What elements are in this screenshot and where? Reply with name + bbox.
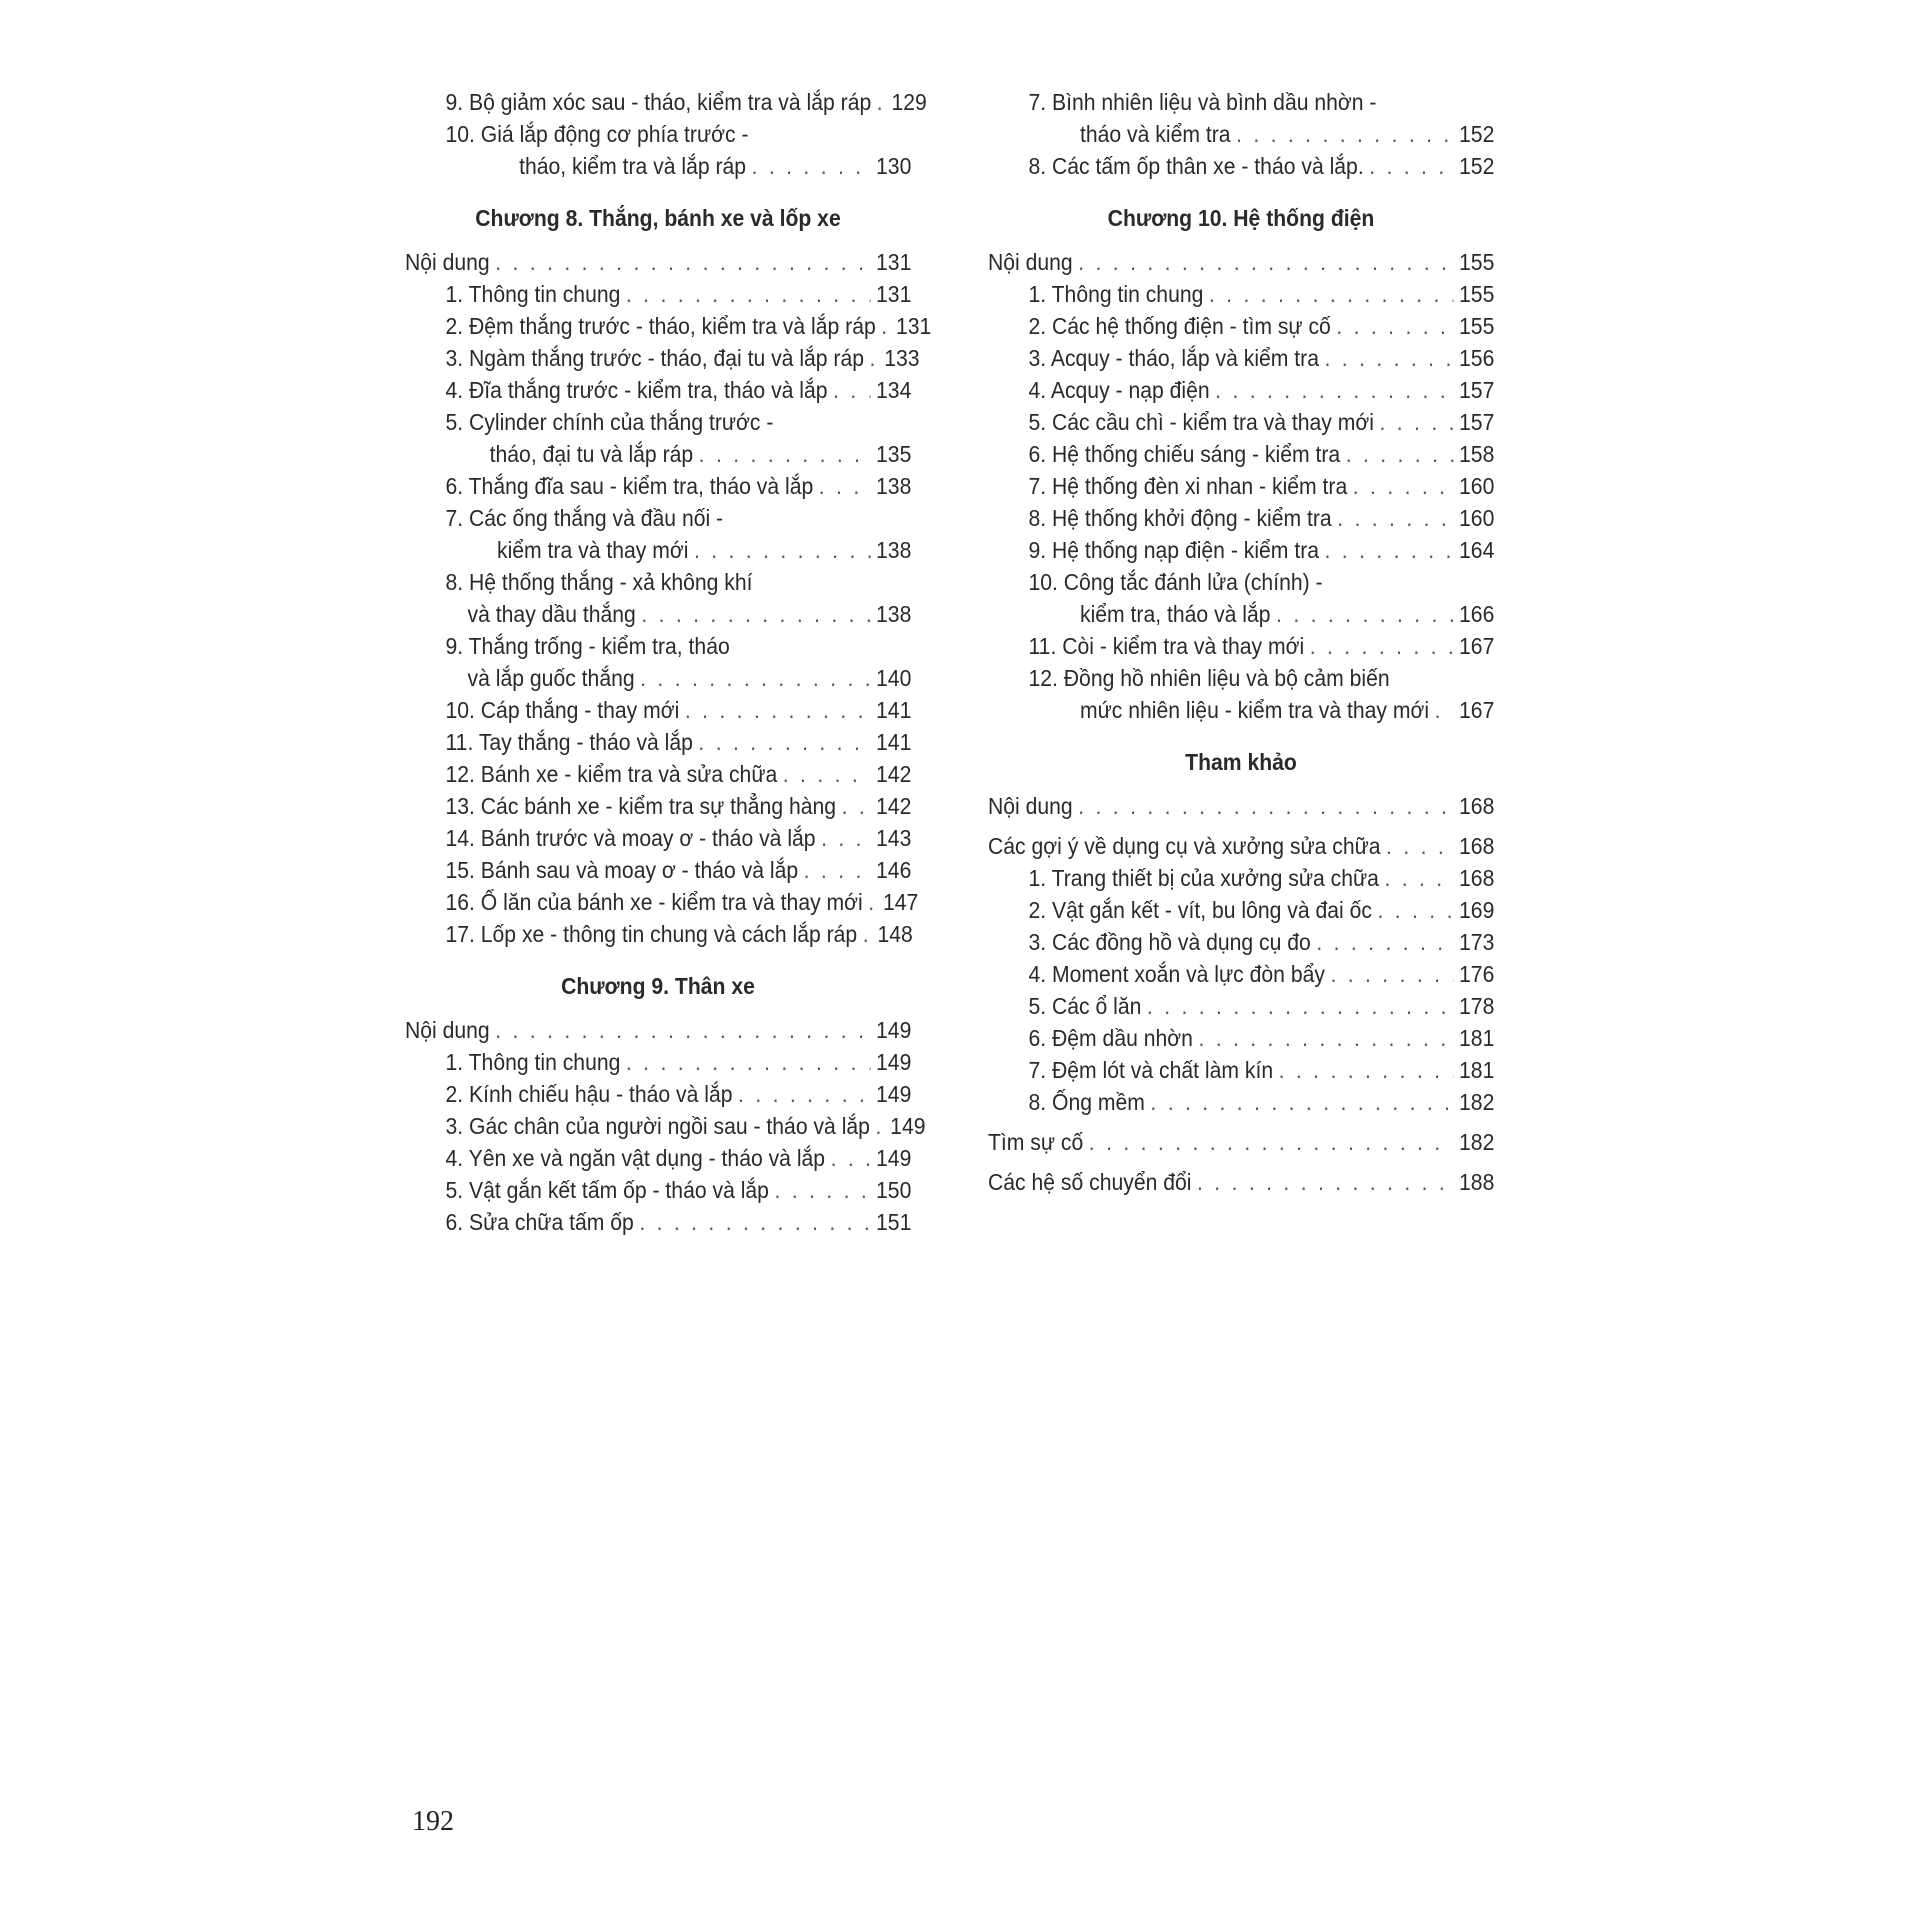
leader-dots xyxy=(1209,278,1454,310)
toc-entry-text: 3. Các đồng hồ và dụng cụ đo xyxy=(1028,929,1311,955)
toc-entry xyxy=(988,990,1494,1022)
leader-dots xyxy=(1346,438,1454,470)
toc-entry: 8. Hệ thống thắng - xả không khí xyxy=(445,569,753,595)
leader-dots xyxy=(877,86,886,118)
leader-dots xyxy=(1150,1086,1453,1118)
leader-dots xyxy=(881,310,890,342)
toc-entry-text: kiểm tra, tháo và lắp xyxy=(1080,601,1271,627)
leader-dots xyxy=(870,342,879,374)
toc-entry-page: 149 xyxy=(876,1081,912,1107)
toc-entry xyxy=(988,790,1494,822)
toc-entry-page: 157 xyxy=(1459,409,1495,435)
toc-entry-text: Nội dung xyxy=(405,249,490,275)
toc-entry-page: 149 xyxy=(876,1017,912,1043)
toc-entry-page: 130 xyxy=(876,153,912,179)
toc-entry xyxy=(405,246,911,278)
toc-entry-text: Các gợi ý về dụng cụ và xưởng sửa chữa xyxy=(988,833,1381,859)
toc-entry xyxy=(405,1110,926,1142)
toc-entry-page: 167 xyxy=(1459,697,1495,723)
leader-dots xyxy=(831,1142,871,1174)
leader-dots xyxy=(1386,830,1453,862)
toc-entry-text: 6. Sửa chữa tấm ốp xyxy=(445,1209,634,1235)
toc-entry xyxy=(988,862,1494,894)
toc-entry-text: 13. Các bánh xe - kiểm tra sự thẳng hàng xyxy=(445,793,837,819)
toc-entry xyxy=(405,278,911,310)
toc-entry-page: 182 xyxy=(1459,1129,1495,1155)
chapter-9-heading: Chương 9. Thân xe xyxy=(561,973,755,999)
leader-dots xyxy=(819,470,871,502)
toc-entry-text: 9. Bộ giảm xóc sau - tháo, kiểm tra và lắp ráp xyxy=(445,89,872,115)
leader-dots xyxy=(1369,150,1453,182)
leader-dots xyxy=(698,726,870,758)
toc-entry-text: 11. Còi - kiểm tra và thay mới xyxy=(1028,633,1305,659)
toc-entry: 7. Các ống thắng và đầu nối - xyxy=(445,505,724,531)
toc-entry xyxy=(405,470,911,502)
toc-entry-page: 178 xyxy=(1459,993,1495,1019)
toc-entry-page: 168 xyxy=(1459,833,1495,859)
toc-entry-page: 156 xyxy=(1459,345,1495,371)
toc-entry-page: 138 xyxy=(876,537,912,563)
toc-entry-page: 155 xyxy=(1459,281,1495,307)
toc-entry-text: 8. Ống mềm xyxy=(1028,1089,1145,1115)
toc-entry-page: 134 xyxy=(876,377,912,403)
toc-entry-page: 182 xyxy=(1459,1089,1495,1115)
toc-entry-page: 146 xyxy=(876,857,912,883)
toc-entry xyxy=(405,534,911,566)
toc-entry-text: Nội dung xyxy=(405,1017,490,1043)
chapter-8-heading: Chương 8. Thắng, bánh xe và lốp xe xyxy=(475,205,841,231)
toc-left-column xyxy=(405,86,932,1238)
toc-entry-page: 148 xyxy=(877,921,913,947)
toc-entry xyxy=(405,886,919,918)
leader-dots xyxy=(1377,894,1453,926)
toc-entry-text: 8. Các tấm ốp thân xe - tháo và lắp. xyxy=(1028,153,1364,179)
toc-entry-text: 7. Hệ thống đèn xi nhan - kiểm tra xyxy=(1028,473,1348,499)
toc-entry xyxy=(405,342,920,374)
toc-entry-page: 131 xyxy=(876,281,912,307)
toc-entry-page: 155 xyxy=(1459,313,1495,339)
toc-entry-text: 4. Moment xoắn và lực đòn bẩy xyxy=(1028,961,1325,987)
leader-dots xyxy=(641,598,870,630)
toc-entry-text: 16. Ổ lăn của bánh xe - kiểm tra và thay mới xyxy=(445,889,863,915)
toc-entry xyxy=(405,310,932,342)
toc-entry-page: 158 xyxy=(1459,441,1495,467)
leader-dots xyxy=(1089,1126,1454,1158)
toc-entry xyxy=(988,374,1494,406)
toc-entry-page: 138 xyxy=(876,473,912,499)
toc-entry xyxy=(988,310,1494,342)
toc-entry-text: 3. Acquy - tháo, lắp và kiểm tra xyxy=(1028,345,1319,371)
toc-entry-page: 135 xyxy=(876,441,912,467)
leader-dots xyxy=(1384,862,1453,894)
toc-entry xyxy=(405,854,911,886)
toc-entry-page: 133 xyxy=(884,345,920,371)
toc-entry xyxy=(988,246,1494,278)
toc-entry xyxy=(988,598,1494,630)
toc-entry-page: 164 xyxy=(1459,537,1495,563)
toc-entry-text: Các hệ số chuyển đổi xyxy=(988,1169,1192,1195)
toc-entry-text: 6. Hệ thống chiếu sáng - kiểm tra xyxy=(1028,441,1341,467)
toc-entry-text: 4. Đĩa thắng trước - kiểm tra, tháo và lắp xyxy=(445,377,828,403)
toc-entry xyxy=(988,1086,1494,1118)
toc-entry xyxy=(988,926,1494,958)
toc-entry-text: 2. Các hệ thống điện - tìm sự cố xyxy=(1028,313,1331,339)
toc-entry xyxy=(405,726,911,758)
leader-dots xyxy=(783,758,871,790)
toc-entry xyxy=(988,406,1494,438)
toc-entry xyxy=(988,1022,1494,1054)
toc-entry-text: Nội dung xyxy=(988,249,1073,275)
toc-entry-page: 160 xyxy=(1459,473,1495,499)
toc-entry-page: 149 xyxy=(876,1145,912,1171)
leader-dots xyxy=(1078,246,1453,278)
leader-dots xyxy=(1435,694,1454,726)
toc-entry-page: 188 xyxy=(1459,1169,1495,1195)
toc-entry-page: 181 xyxy=(1459,1025,1495,1051)
toc-entry-text: 7. Đệm lót và chất làm kín xyxy=(1028,1057,1274,1083)
toc-entry-text: 5. Các cầu chì - kiểm tra và thay mới xyxy=(1028,409,1374,435)
toc-entry-page: 167 xyxy=(1459,633,1495,659)
toc-entry-text: mức nhiên liệu - kiểm tra và thay mới xyxy=(1080,697,1430,723)
toc-entry-text: 6. Thắng đĩa sau - kiểm tra, tháo và lắp xyxy=(445,473,814,499)
leader-dots xyxy=(694,534,871,566)
toc-entry: 12. Đồng hồ nhiên liệu và bộ cảm biến xyxy=(1028,665,1390,691)
leader-dots xyxy=(833,374,870,406)
leader-dots xyxy=(1380,406,1454,438)
toc-entry-page: 155 xyxy=(1459,249,1495,275)
toc-entry-text: 4. Yên xe và ngăn vật dụng - tháo và lắp xyxy=(445,1145,826,1171)
toc-entry-page: 140 xyxy=(876,665,912,691)
leader-dots xyxy=(804,854,871,886)
leader-dots xyxy=(1325,534,1454,566)
toc-entry-page: 152 xyxy=(1459,153,1495,179)
toc-entry: 5. Cylinder chính của thắng trước - xyxy=(445,409,774,435)
leader-dots xyxy=(1325,342,1454,374)
toc-entry xyxy=(405,438,911,470)
toc-entry-text: Tìm sự cố xyxy=(988,1129,1084,1155)
leader-dots xyxy=(639,1206,870,1238)
toc-entry-page: 131 xyxy=(895,313,932,339)
leader-dots xyxy=(1330,958,1453,990)
leader-dots xyxy=(774,1174,870,1206)
toc-entry xyxy=(405,1174,911,1206)
toc-entry-page: 173 xyxy=(1459,929,1495,955)
toc-entry-text: 10. Cáp thắng - thay mới xyxy=(445,697,680,723)
toc-entry-text: 9. Hệ thống nạp điện - kiểm tra xyxy=(1028,537,1320,563)
toc-entry-text: 4. Acquy - nạp điện xyxy=(1028,377,1210,403)
toc-entry-text: 1. Thông tin chung xyxy=(1028,281,1204,307)
toc-entry xyxy=(988,150,1494,182)
toc-entry-text: 15. Bánh sau và moay ơ - tháo và lắp xyxy=(445,857,799,883)
toc-entry xyxy=(988,342,1494,374)
toc-entry xyxy=(405,822,911,854)
toc-entry-page: 151 xyxy=(876,1209,912,1235)
reference-heading: Tham khảo xyxy=(1185,749,1297,775)
toc-entry xyxy=(405,918,911,950)
toc-entry xyxy=(405,694,911,726)
toc-entry: 10. Giá lắp động cơ phía trước - xyxy=(445,121,749,147)
toc-entry-page: 131 xyxy=(876,249,912,275)
toc-entry-text: kiểm tra và thay mới xyxy=(497,537,689,563)
toc-entry xyxy=(405,86,927,118)
toc-entry xyxy=(988,894,1494,926)
toc-entry xyxy=(405,150,911,182)
leader-dots xyxy=(752,150,871,182)
leader-dots xyxy=(821,822,870,854)
toc-entry xyxy=(405,1046,911,1078)
toc-entry-text: và thay dầu thắng xyxy=(467,601,636,627)
leader-dots xyxy=(1078,790,1453,822)
toc-entry-text: 2. Đệm thắng trước - tháo, kiểm tra và lắp ráp xyxy=(445,313,876,339)
toc-entry-text: và lắp guốc thắng xyxy=(467,665,635,691)
toc-entry-page: 168 xyxy=(1459,865,1495,891)
toc-entry: 9. Thắng trống - kiểm tra, tháo xyxy=(445,633,730,659)
leader-dots xyxy=(875,1110,884,1142)
toc-right-column xyxy=(988,86,1494,1198)
toc-entry-page: 152 xyxy=(1459,121,1495,147)
toc-entry-text: 1. Trang thiết bị của xưởng sửa chữa xyxy=(1028,865,1379,891)
toc-entry xyxy=(405,1142,911,1174)
toc-entry-page: 147 xyxy=(883,889,919,915)
leader-dots xyxy=(1236,118,1453,150)
toc-entry-text: 1. Thông tin chung xyxy=(445,281,621,307)
leader-dots xyxy=(495,246,870,278)
leader-dots xyxy=(1337,502,1453,534)
toc-entry-page: 141 xyxy=(876,729,912,755)
toc-entry xyxy=(988,534,1494,566)
leader-dots xyxy=(863,918,872,950)
toc-entry-page: 142 xyxy=(876,793,912,819)
toc-entry-text: 3. Gác chân của người ngồi sau - tháo và lắp xyxy=(445,1113,870,1139)
toc-entry xyxy=(405,790,911,822)
leader-dots xyxy=(685,694,871,726)
toc-entry xyxy=(988,502,1494,534)
toc-entry-text: 5. Các ổ lăn xyxy=(1028,993,1142,1019)
leader-dots xyxy=(738,1078,870,1110)
leader-dots xyxy=(1197,1166,1453,1198)
toc-entry xyxy=(988,438,1494,470)
leader-dots xyxy=(495,1014,870,1046)
toc-entry xyxy=(988,278,1494,310)
toc-entry xyxy=(988,1126,1494,1158)
toc-entry-page: 149 xyxy=(890,1113,926,1139)
leader-dots xyxy=(1147,990,1454,1022)
leader-dots xyxy=(1316,926,1453,958)
toc-entry xyxy=(405,374,911,406)
toc-entry-page: 143 xyxy=(876,825,912,851)
toc-entry-page: 149 xyxy=(876,1049,912,1075)
toc-entry-text: Nội dung xyxy=(988,793,1073,819)
toc-entry-text: 6. Đệm dầu nhờn xyxy=(1028,1025,1193,1051)
leader-dots xyxy=(699,438,871,470)
toc-entry-page: 169 xyxy=(1459,897,1495,923)
toc-entry xyxy=(405,598,911,630)
toc-entry xyxy=(405,758,911,790)
toc-entry-page: 150 xyxy=(876,1177,912,1203)
leader-dots xyxy=(1279,1054,1454,1086)
toc-entry-text: 2. Kính chiếu hậu - tháo và lắp xyxy=(445,1081,733,1107)
leader-dots xyxy=(640,662,870,694)
leader-dots xyxy=(626,278,871,310)
toc-entry xyxy=(988,1166,1494,1198)
toc-entry-page: 157 xyxy=(1459,377,1495,403)
toc-entry-page: 176 xyxy=(1459,961,1495,987)
page-number: 192 xyxy=(412,1806,454,1837)
toc-entry-text: 17. Lốp xe - thông tin chung và cách lắp ráp xyxy=(445,921,858,947)
toc-entry xyxy=(405,662,911,694)
toc-entry xyxy=(988,694,1494,726)
toc-entry xyxy=(988,958,1494,990)
leader-dots xyxy=(1353,470,1454,502)
toc-entry-page: 168 xyxy=(1459,793,1495,819)
chapter-10-heading: Chương 10. Hệ thống điện xyxy=(1107,205,1375,231)
toc-entry xyxy=(405,1014,911,1046)
toc-entry: 10. Công tắc đánh lửa (chính) - xyxy=(1028,569,1323,595)
toc-entry xyxy=(988,1054,1494,1086)
toc-entry-page: 129 xyxy=(891,89,927,115)
toc-entry-text: 5. Vật gắn kết tấm ốp - tháo và lắp xyxy=(445,1177,769,1203)
toc-entry-text: tháo, kiểm tra và lắp ráp xyxy=(519,153,747,179)
toc-entry xyxy=(988,118,1494,150)
toc-entry-page: 142 xyxy=(876,761,912,787)
toc-entry-text: 3. Ngàm thắng trước - tháo, đại tu và lắp ráp xyxy=(445,345,865,371)
toc-entry xyxy=(405,1078,911,1110)
leader-dots xyxy=(626,1046,871,1078)
toc-entry-text: 14. Bánh trước và moay ơ - tháo và lắp xyxy=(445,825,816,851)
toc-entry xyxy=(405,1206,911,1238)
toc-entry-text: 8. Hệ thống khởi động - kiểm tra xyxy=(1028,505,1332,531)
toc-entry-text: 11. Tay thắng - tháo và lắp xyxy=(445,729,693,755)
toc-entry-page: 141 xyxy=(876,697,912,723)
toc-entry xyxy=(988,470,1494,502)
toc-entry-page: 138 xyxy=(876,601,912,627)
toc-entry-text: 1. Thông tin chung xyxy=(445,1049,621,1075)
leader-dots xyxy=(1336,310,1453,342)
toc-entry xyxy=(988,830,1494,862)
toc-entry-page: 181 xyxy=(1459,1057,1495,1083)
leader-dots xyxy=(842,790,871,822)
leader-dots xyxy=(1310,630,1454,662)
toc-entry-page: 160 xyxy=(1459,505,1495,531)
leader-dots xyxy=(868,886,877,918)
toc-entry-text: tháo và kiểm tra xyxy=(1080,121,1231,147)
leader-dots xyxy=(1276,598,1453,630)
toc-entry xyxy=(988,630,1494,662)
leader-dots xyxy=(1215,374,1453,406)
toc-entry-text: 12. Bánh xe - kiểm tra và sửa chữa xyxy=(445,761,778,787)
toc-entry-text: 2. Vật gắn kết - vít, bu lông và đai ốc xyxy=(1028,897,1372,923)
toc-entry-page: 166 xyxy=(1459,601,1495,627)
toc-entry-text: tháo, đại tu và lắp ráp xyxy=(489,441,694,467)
toc-entry: 7. Bình nhiên liệu và bình dầu nhờn - xyxy=(1028,89,1377,115)
leader-dots xyxy=(1198,1022,1453,1054)
